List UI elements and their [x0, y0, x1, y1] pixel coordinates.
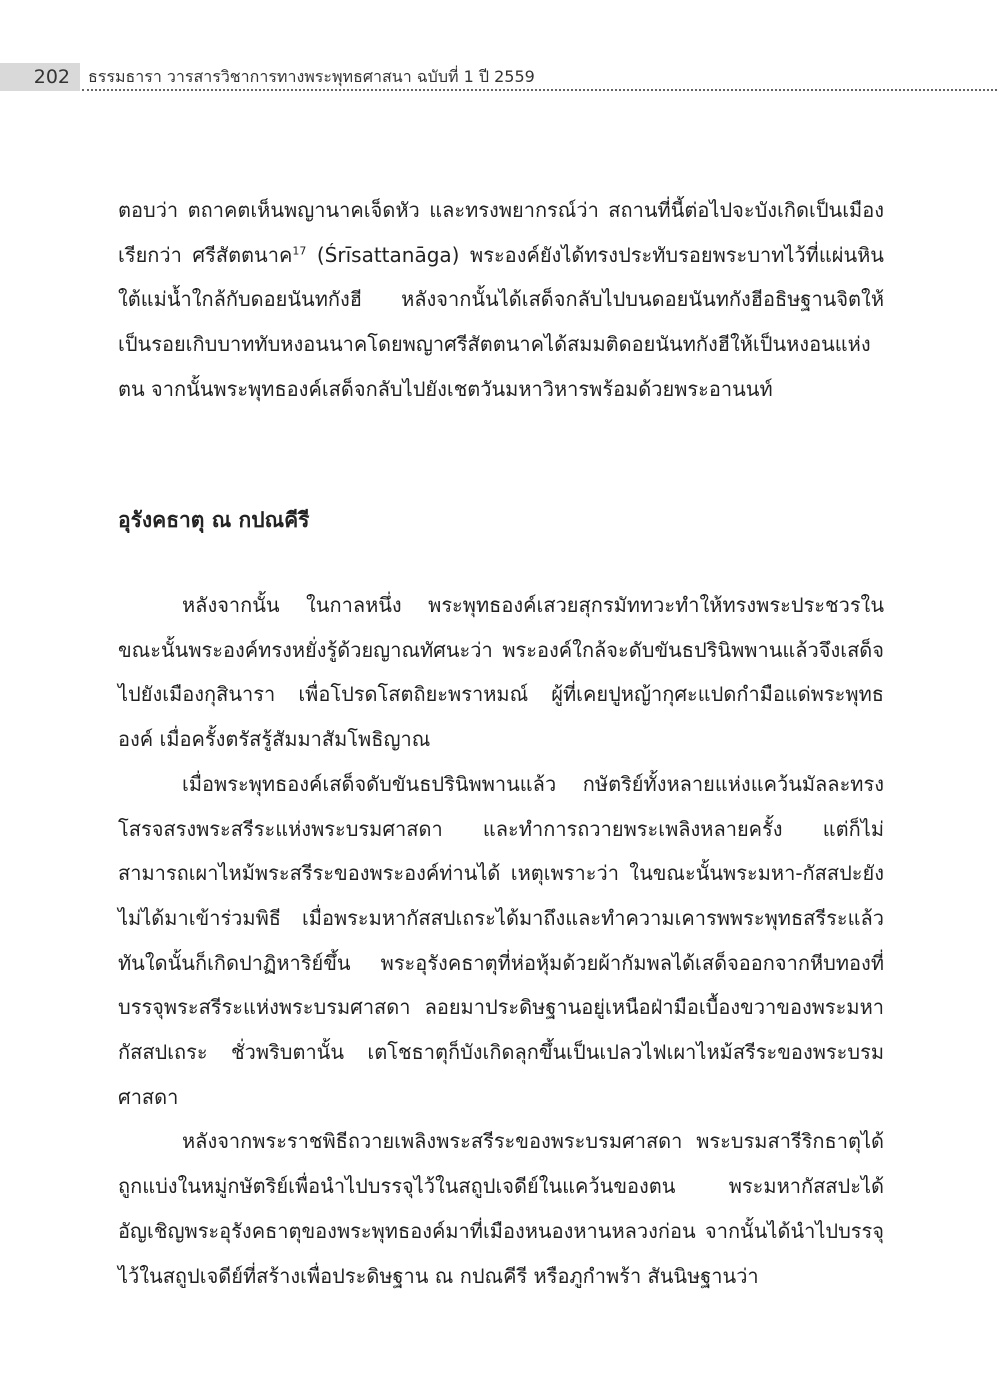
section-body — [118, 583, 884, 1298]
page-number: 202 — [0, 63, 80, 91]
body-paragraph-3: หลังจากพระราชพิธีถวายเพลิงพระสรีระของพระบรมศาสดา พระบรมสารีริกธาตุได้ถูกแบ่งในหมู่กษัตริย์เพื่อนำไปบรรจุไว้ในสถูปเจดีย์ในแคว้นของตน พระมหากัสสปะได้อัญเชิญพระอุรังคธาตุของพระพุทธองค์มาที่เมืองหนองหานหลวงก่อน จากนั้นได้นำไปบรรจุไว้ในสถูปเจดีย์ที่สร้างเพื่อประดิษฐาน ณ กปณคีรี หรือภูกำพร้า สันนิษฐานว่า — [118, 1129, 884, 1288]
intro-text-part1: ตอบว่า ตถาคตเห็นพญานาคเจ็ดหัว และทรงพยากรณ์ว่า สถานที่นี้ต่อไปจะบังเกิดเป็นเมืองเรียกว่า ศรีสัตตนาค — [118, 198, 884, 267]
intro-text-part2: (Śrīsattanāga) พระองค์ยังได้ทรงประทับรอยพระบาทไว้ที่แผ่นหินใต้แม่น้ำใกล้กับดอยนันทกังฮี หลังจากนั้นได้เสด็จกลับไปบนดอยนันทกังฮีอธิษฐานจิตให้เป็นรอยเกิบบาททับหงอนนาคโดยพญาศรีสัตตนาคได้สมมติดอยนันทกังฮีให้เป็นหงอนแห่งตน จากนั้นพระพุทธองค์เสด็จกลับไปยังเชตวันมหาวิหารพร้อมด้วยพระอานนท์ — [118, 242, 884, 401]
footnote-ref-17[interactable]: 17 — [292, 244, 307, 258]
header-dotted-divider — [82, 89, 997, 91]
body-paragraph-1: หลังจากนั้น ในกาลหนึ่ง พระพุทธองค์เสวยสุกรมัททวะทำให้ทรงพระประชวรในขณะนั้นพระองค์ทรงหยั่งรู้ด้วยญาณทัศนะว่า พระองค์ใกล้จะดับขันธปรินิพพานแล้วจึงเสด็จไปยังเมืองกุสินารา เพื่อโปรดโสตถิยะพราหมณ์ ผู้ที่เคยปูหญ้ากุศะแปดกำมือแด่พระพุทธองค์ เมื่อครั้งตรัสรู้สัมมาสัมโพธิญาณ — [118, 593, 884, 752]
section-heading: อุรังคธาตุ ณ กปณคีรี — [118, 508, 310, 532]
journal-title: ธรรมธารา วารสารวิชาการทางพระพุทธศาสนา ฉบับที่ 1 ปี 2559 — [88, 67, 535, 86]
page-header — [0, 63, 1000, 93]
body-paragraph-2: เมื่อพระพุทธองค์เสด็จดับขันธปรินิพพานแล้ว กษัตริย์ทั้งหลายแห่งแคว้นมัลละทรงโสรจสรงพระสรีระแห่งพระบรมศาสดา และทำการถวายพระเพลิงหลายครั้ง แต่ก็ไม่สามารถเผาไหม้พระสรีระของพระองค์ท่านได้ เหตุเพราะว่า ในขณะนั้นพระมหา-กัสสปะยังไม่ได้มาเข้าร่วมพิธี เมื่อพระมหากัสสปเถระได้มาถึงและทำความเคารพพระพุทธสรีระแล้ว ทันใดนั้นก็เกิดปาฏิหาริย์ขึ้น พระอุรังคธาตุที่ห่อหุ้มด้วยผ้ากัมพลได้เสด็จออกจากหีบทองที่บรรจุพระสรีระแห่งพระบรมศาสดา ลอยมาประดิษฐานอยู่เหนือฝ่ามือเบื้องขวาของพระมหากัสสปเถระ ชั่วพริบตานั้น เตโชธาตุก็บังเกิดลุกขึ้นเป็นเปลวไฟเผาไหม้สรีระของพระบรมศาสดา — [118, 771, 884, 1109]
intro-paragraph — [118, 188, 884, 412]
intro-paragraph-block — [118, 188, 884, 412]
